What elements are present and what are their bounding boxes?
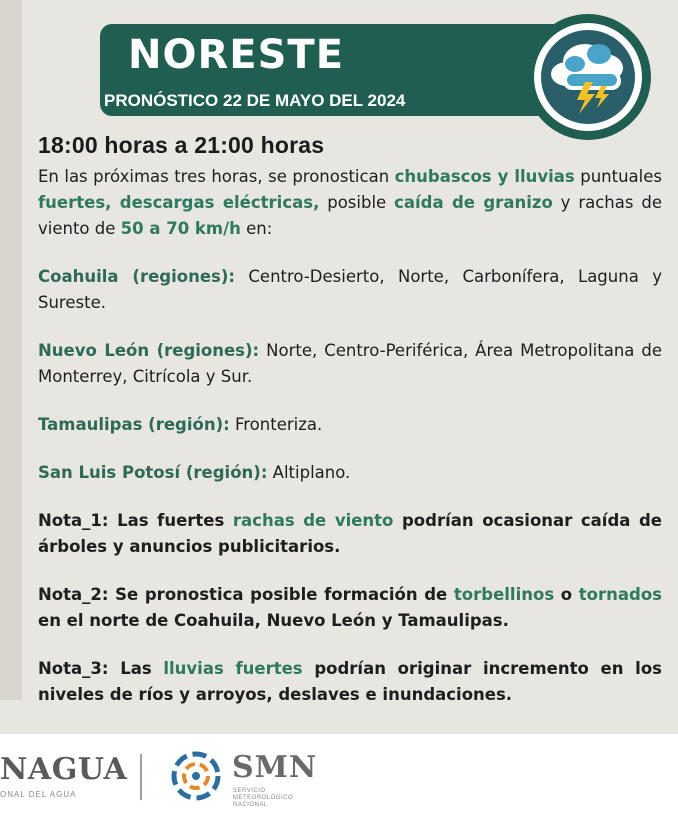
region-value: Norte, Centro-Periférica, Área Metropolitana de Monterrey, Citrícola y Sur. [38, 341, 662, 386]
intro-text: En las próximas tres horas, se pronostican [38, 167, 395, 186]
highlight-wind-gusts: rachas de viento [232, 511, 394, 530]
intro-text: y rachas de viento de [38, 193, 662, 238]
region-label: Coahuila (regiones): [38, 267, 235, 286]
footer-logos [0, 734, 678, 816]
note-text: podrían originar incremento en los niveles de ríos y arroyos, deslaves e inundaciones. [38, 659, 662, 704]
highlight-heavy-rain: lluvias fuertes [163, 659, 303, 678]
region-label: Nuevo León (regiones): [38, 341, 260, 360]
region-label: San Luis Potosí (región): [38, 463, 268, 482]
intro-text: posible [319, 193, 395, 212]
intro-text: en: [240, 219, 273, 238]
region-nuevo-leon [38, 338, 662, 390]
note-text: en el norte de Coahuila, Nuevo León y Tamaulipas. [38, 611, 509, 630]
weather-badge [525, 14, 651, 140]
smn-subtitle: SERVICIO METEOROLÓGICO NACIONAL [233, 788, 294, 808]
note-text: o [554, 585, 579, 604]
note-text: podrían ocasionar caída de árboles y anuncios publicitarios. [38, 511, 662, 556]
region-label: Tamaulipas (región): [38, 415, 230, 434]
region-value: Fronteriza. [229, 415, 323, 434]
conagua-subtitle: ONAL DEL AGUA [0, 790, 77, 799]
highlight-storms: fuertes, descargas eléctricas, [38, 193, 320, 212]
note-3 [38, 656, 662, 708]
note-text: Nota_2: Se pronostica posible formación de [38, 585, 454, 604]
region-san-luis-potosi [38, 460, 662, 486]
logo-divider [140, 754, 142, 800]
forecast-body [38, 128, 662, 708]
conagua-logo: NAGUA [0, 752, 128, 787]
note-text: Nota_3: Las [38, 659, 164, 678]
highlight-rain: chubascos y lluvias [394, 167, 575, 186]
region-title: NORESTE [128, 32, 345, 78]
region-tamaulipas [38, 412, 662, 438]
forecast-date: PRONÓSTICO 22 DE MAYO DEL 2024 [104, 91, 406, 110]
smn-swirl-icon [166, 748, 226, 804]
note-1 [38, 508, 662, 560]
left-accent-bar [0, 0, 22, 700]
highlight-tornadoes: tornados [578, 585, 662, 604]
highlight-whirlwinds: torbellinos [453, 585, 555, 604]
intro-paragraph [38, 164, 662, 242]
storm-cloud-lightning-icon [525, 14, 651, 140]
intro-text: puntuales [574, 167, 663, 186]
smn-logo-text: SMN [232, 750, 318, 785]
region-coahuila [38, 264, 662, 316]
time-range: 18:00 horas a 21:00 horas [38, 132, 325, 158]
note-2 [38, 582, 662, 634]
note-text: Nota_1: Las fuertes [38, 511, 233, 530]
region-value: Altiplano. [267, 463, 351, 482]
region-value: Centro-Desierto, Norte, Carbonífera, Laguna y Sureste. [38, 267, 662, 312]
highlight-wind-speed: 50 a 70 km/h [120, 219, 241, 238]
highlight-hail: caída de granizo [394, 193, 553, 212]
